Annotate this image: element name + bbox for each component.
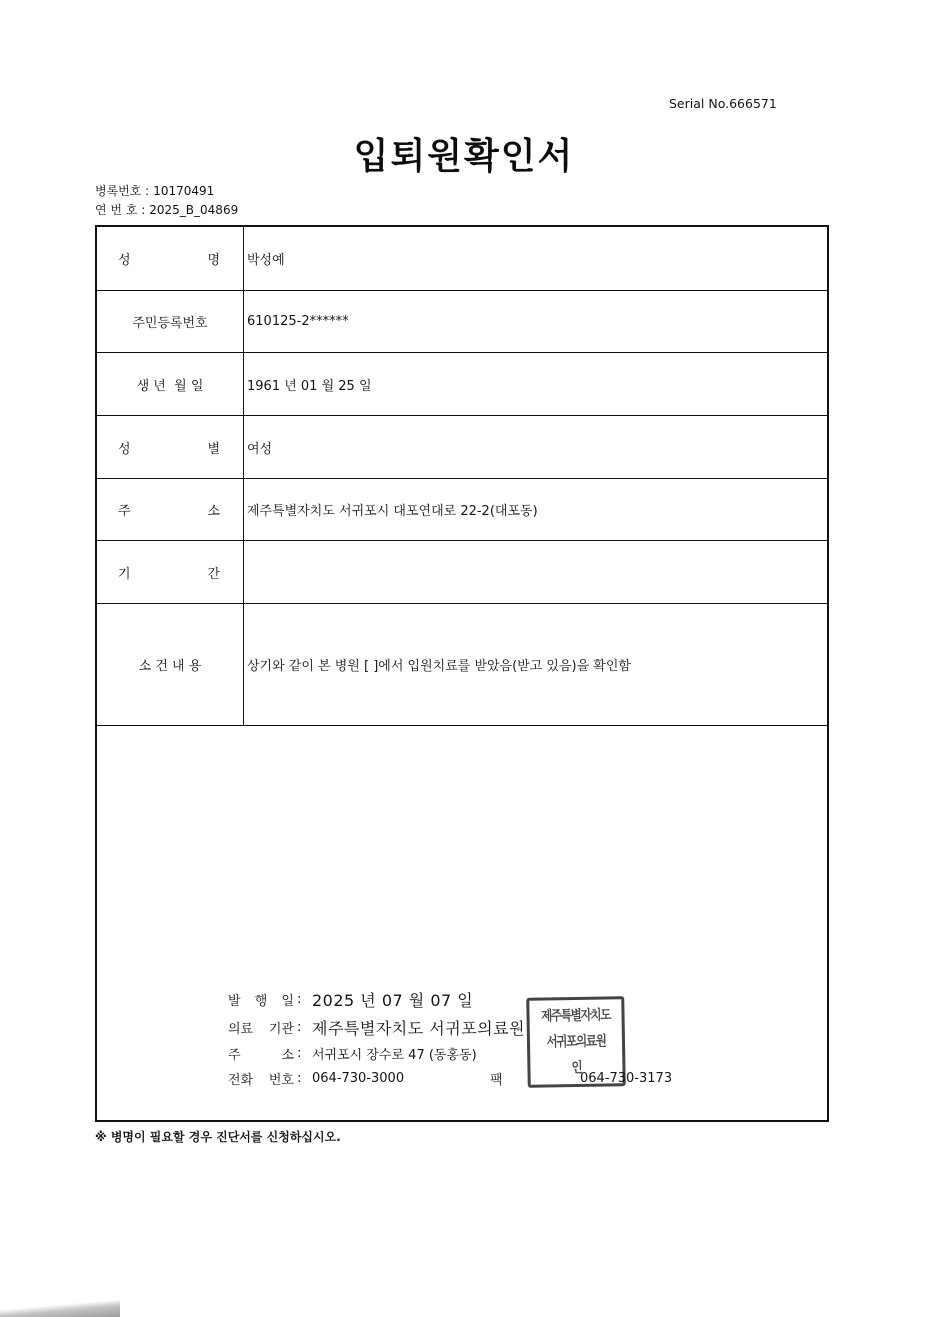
row-resident-number (97, 291, 827, 353)
issue-date-line (228, 988, 473, 1010)
institution-value: 제주특별자치도 서귀포의료원 (312, 1018, 526, 1038)
institution-label: 의료 기관 (228, 1021, 294, 1037)
label-text: 기 간 (118, 566, 220, 582)
fax-value: 064-730-3173 (580, 1070, 673, 1086)
record-number-value: 10170491 (153, 184, 215, 198)
row-address (97, 479, 827, 541)
label-text: 주민등록번호 (132, 316, 208, 331)
footnote: ※ 병명이 필요할 경우 진단서를 신청하십시오. (95, 1130, 341, 1144)
patient-name: 박성예 (247, 253, 285, 268)
row-remarks (97, 604, 827, 726)
row-name (97, 227, 827, 291)
row-label (97, 353, 244, 415)
row-sex (97, 416, 827, 479)
colon: : (297, 1019, 302, 1035)
sequence-number-value: 2025_B_04869 (149, 203, 239, 217)
label-text: 소 건 내 용 (138, 659, 202, 674)
label-text: 성 명 (118, 253, 220, 268)
label-text: 주 소 (118, 504, 220, 519)
phone-value: 064-730-3000 (312, 1070, 405, 1086)
row-period (97, 541, 827, 604)
row-label (97, 479, 244, 540)
row-label (97, 416, 244, 478)
institution-address-line (228, 1042, 477, 1064)
sex: 여성 (247, 441, 273, 457)
seal-text-line: 인 (571, 1059, 582, 1077)
issue-date-value: 2025 년 07 월 07 일 (312, 990, 474, 1010)
institution-address-value: 서귀포시 장수로 47 (동홍동) (312, 1047, 477, 1063)
seal-text-line: 제주특별자치도 (540, 1007, 611, 1025)
birth-date: 1961 년 01 월 25 일 (247, 378, 372, 394)
row-label (97, 541, 244, 603)
resident-number: 610125-2****** (247, 314, 349, 329)
colon: : (297, 1070, 302, 1086)
sequence-number-line (95, 202, 238, 218)
institution-address-label: 주 소 (228, 1047, 294, 1063)
sequence-number-label: 연 번 호 : (95, 203, 146, 217)
row-label (97, 227, 244, 290)
phone-label: 전화 번호 (228, 1072, 294, 1088)
colon: : (297, 1045, 302, 1061)
scan-edge-shadow (0, 1300, 120, 1317)
remarks: 상기와 같이 본 병원 [ ]에서 입원치료를 받았음(받고 있음)을 확인함 (247, 659, 631, 674)
phone-line (228, 1067, 404, 1089)
label-text: 생 년 월 일 (136, 378, 204, 394)
fax-label: 팩 (490, 1072, 503, 1088)
row-label (97, 291, 244, 352)
record-number-line (95, 183, 214, 199)
row-birth-date (97, 353, 827, 416)
label-text: 성 별 (118, 441, 220, 457)
document-title: 입퇴원확인서 (353, 136, 575, 177)
row-label (97, 604, 244, 725)
colon: : (297, 991, 302, 1007)
record-number-label: 병록번호 : (95, 184, 150, 198)
address: 제주특별자치도 서귀포시 대포연대로 22-2(대포동) (247, 504, 538, 519)
period (247, 541, 827, 603)
issue-date-label: 발 행 일 (228, 993, 294, 1009)
institution-line (228, 1016, 525, 1038)
seal-text-line: 서귀포의료원 (546, 1033, 606, 1051)
serial-number: Serial No.666571 (669, 96, 777, 111)
